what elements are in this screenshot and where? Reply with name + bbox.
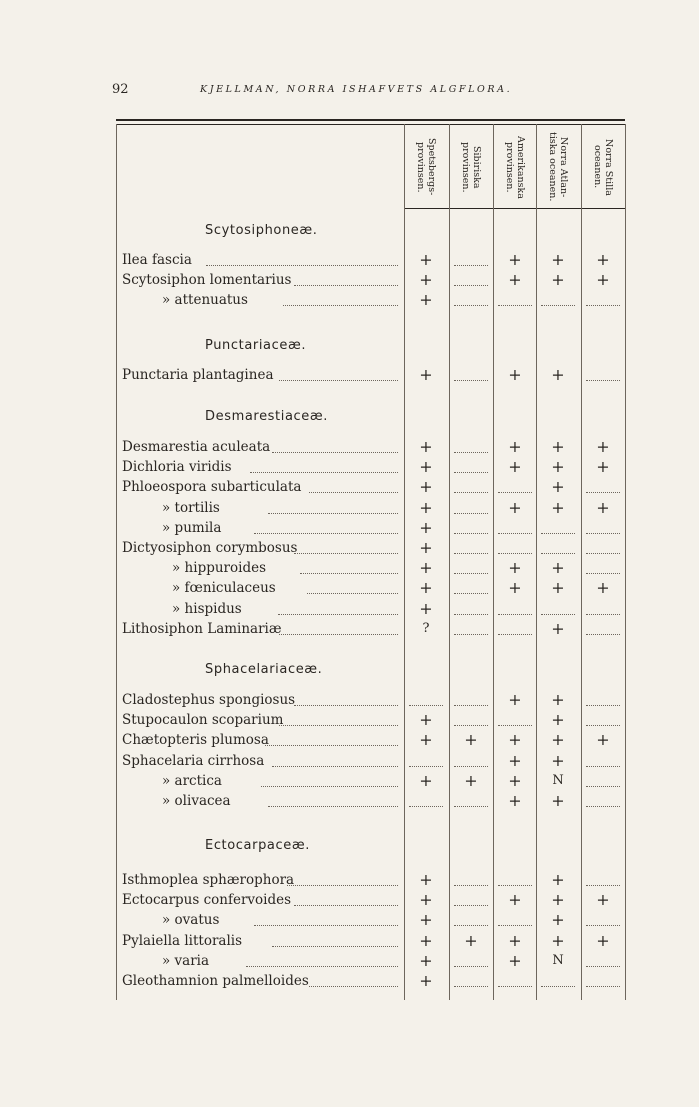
empty-cell-dots: [454, 806, 488, 807]
column-header: [405, 130, 447, 204]
occurrence-mark: +: [419, 558, 433, 578]
column-header: [537, 130, 579, 204]
occurrence-mark: +: [551, 437, 565, 456]
occurrence-mark: +: [508, 890, 522, 910]
species-name: » hippuroides: [172, 560, 266, 577]
table-row: [122, 710, 625, 730]
column-header-label: Norra Stilla oceanen.: [592, 138, 614, 196]
empty-cell-dots: [498, 986, 532, 987]
table-row: [122, 477, 625, 497]
empty-cell-dots: [454, 766, 488, 767]
leader-dots: [250, 472, 398, 473]
species-name: Chætopteris plumosa: [122, 732, 269, 749]
empty-cell-dots: [586, 634, 620, 635]
occurrence-mark: +: [551, 890, 565, 910]
table-row: [122, 578, 625, 598]
empty-cell-dots: [586, 725, 620, 726]
occurrence-mark: +: [551, 457, 565, 477]
table-top-rule: [116, 119, 625, 121]
table-row: [122, 890, 625, 910]
leader-dots: [307, 593, 398, 594]
occurrence-mark: +: [551, 710, 565, 730]
occurrence-mark: +: [596, 890, 610, 910]
empty-cell-dots: [409, 705, 443, 706]
occurrence-mark: +: [419, 930, 433, 950]
table-row: [122, 250, 625, 270]
occurrence-mark: +: [419, 497, 433, 517]
leader-dots: [279, 634, 398, 635]
table-row: [122, 437, 625, 457]
occurrence-mark: +: [419, 457, 433, 477]
column-header-label: Sibiriska provinsen.: [460, 141, 482, 193]
table-row: [122, 599, 625, 619]
empty-cell-dots: [454, 452, 488, 453]
occurrence-mark: +: [508, 730, 522, 750]
empty-cell-dots: [498, 305, 532, 306]
column-header: [582, 130, 624, 204]
occurrence-mark: +: [419, 598, 433, 618]
family-heading: Punctariaceæ.: [205, 338, 307, 353]
empty-cell-dots: [454, 472, 488, 473]
leader-dots: [265, 745, 398, 746]
table-left-border: [116, 124, 117, 1000]
species-name: Sphacelaria cirrhosa: [122, 752, 265, 769]
occurrence-mark: +: [419, 250, 433, 269]
occurrence-mark: +: [551, 690, 565, 709]
table-row: [122, 290, 625, 310]
page-header: [0, 82, 699, 102]
occurrence-mark: N: [552, 772, 564, 788]
leader-dots: [294, 705, 398, 706]
column-header: [450, 130, 492, 204]
empty-cell-dots: [586, 614, 620, 615]
occurrence-mark: +: [464, 930, 478, 950]
empty-cell-dots: [498, 634, 532, 635]
empty-cell-dots: [409, 766, 443, 767]
page-number: 92: [112, 82, 129, 97]
occurrence-mark: +: [419, 578, 433, 598]
leader-dots: [294, 285, 398, 286]
species-name: » pumila: [162, 519, 222, 536]
empty-cell-dots: [586, 786, 620, 787]
occurrence-mark: +: [596, 497, 610, 517]
species-name: Scytosiphon lomentarius: [122, 272, 292, 289]
table-top-rule-thin: [116, 124, 625, 125]
occurrence-mark: +: [419, 971, 433, 990]
empty-cell-dots: [454, 492, 488, 493]
species-name: Cladostephus spongiosus: [122, 692, 296, 708]
occurrence-mark: +: [419, 437, 433, 456]
empty-cell-dots: [498, 533, 532, 534]
species-name: » varia: [162, 952, 210, 969]
occurrence-mark: +: [419, 950, 433, 970]
occurrence-mark: +: [419, 910, 433, 930]
table-row: [122, 538, 625, 558]
empty-cell-dots: [541, 986, 575, 987]
occurrence-mark: +: [508, 690, 522, 709]
species-name: Gleothamnion palmelloides: [122, 973, 309, 989]
occurrence-mark: +: [551, 270, 565, 290]
leader-dots: [268, 806, 398, 807]
empty-cell-dots: [454, 925, 488, 926]
occurrence-mark: +: [508, 558, 522, 578]
table-row: [122, 791, 625, 811]
table-row: [122, 457, 625, 477]
species-name: Dichloria viridis: [122, 459, 232, 476]
table-row: [122, 910, 625, 930]
occurrence-mark: +: [551, 730, 565, 750]
leader-dots: [261, 786, 398, 787]
leader-dots: [294, 905, 398, 906]
empty-cell-dots: [454, 573, 488, 574]
empty-cell-dots: [454, 265, 488, 266]
column-header-label: Spetsbergs- provinsen.: [415, 138, 437, 196]
empty-cell-dots: [454, 553, 488, 554]
occurrence-mark: +: [551, 477, 565, 497]
occurrence-mark: +: [419, 517, 433, 537]
empty-cell-dots: [454, 986, 488, 987]
species-name: » tortilis: [162, 499, 220, 516]
occurrence-mark: +: [508, 497, 522, 517]
empty-cell-dots: [498, 614, 532, 615]
empty-cell-dots: [454, 966, 488, 967]
table-row: [122, 751, 625, 771]
leader-dots: [246, 966, 398, 967]
empty-cell-dots: [541, 305, 575, 306]
column-header: [494, 130, 536, 204]
occurrence-mark: +: [551, 750, 565, 770]
table-row: [122, 951, 625, 971]
empty-cell-dots: [586, 766, 620, 767]
occurrence-mark: ?: [422, 620, 430, 636]
empty-cell-dots: [454, 533, 488, 534]
occurrence-mark: +: [596, 270, 610, 290]
empty-cell-dots: [454, 905, 488, 906]
occurrence-mark: +: [551, 250, 565, 269]
occurrence-mark: +: [508, 250, 522, 269]
species-name: Punctaria plantaginea: [122, 367, 274, 383]
empty-cell-dots: [586, 925, 620, 926]
column-header-label: Norra Atlan- tiska oceanen.: [547, 132, 569, 202]
occurrence-mark: +: [508, 770, 522, 790]
leader-dots: [254, 533, 398, 534]
species-name: Dictyosiphon corymbosus: [122, 540, 298, 556]
table-row: [122, 518, 625, 538]
table-row: [122, 365, 625, 385]
family-heading: Ectocarpaceæ.: [205, 838, 310, 853]
table-row: [122, 730, 625, 750]
empty-cell-dots: [541, 553, 575, 554]
empty-cell-dots: [586, 380, 620, 381]
occurrence-mark: +: [551, 910, 565, 930]
occurrence-mark: +: [419, 270, 433, 290]
empty-cell-dots: [586, 966, 620, 967]
occurrence-mark: +: [508, 950, 522, 970]
table-row: [122, 690, 625, 710]
occurrence-mark: +: [464, 730, 478, 750]
occurrence-mark: +: [508, 578, 522, 598]
species-name: Ectocarpus confervoides: [122, 892, 292, 909]
empty-cell-dots: [454, 885, 488, 886]
leader-dots: [279, 725, 398, 726]
occurrence-mark: +: [419, 477, 433, 497]
occurrence-mark: +: [508, 930, 522, 950]
leader-dots: [272, 946, 398, 947]
occurrence-mark: +: [551, 365, 565, 384]
table-row: [122, 619, 625, 639]
species-name: Lithosiphon Laminariæ: [122, 620, 282, 637]
column-divider: [625, 124, 626, 1000]
occurrence-mark: +: [419, 890, 433, 910]
occurrence-mark: +: [551, 558, 565, 578]
occurrence-mark: +: [508, 457, 522, 477]
occurrence-mark: +: [551, 870, 565, 889]
occurrence-mark: +: [419, 730, 433, 750]
table-row: [122, 771, 625, 791]
family-heading: Sphacelariaceæ.: [205, 662, 323, 677]
occurrence-mark: +: [508, 365, 522, 384]
leader-dots: [206, 265, 398, 266]
table-row: [122, 971, 625, 991]
empty-cell-dots: [454, 593, 488, 594]
occurrence-mark: +: [508, 791, 522, 810]
occurrence-mark: +: [596, 730, 610, 750]
occurrence-mark: +: [596, 437, 610, 456]
leader-dots: [294, 553, 398, 554]
occurrence-mark: +: [596, 250, 610, 269]
occurrence-mark: +: [419, 538, 433, 557]
empty-cell-dots: [498, 553, 532, 554]
empty-cell-dots: [454, 285, 488, 286]
occurrence-mark: +: [419, 770, 433, 790]
empty-cell-dots: [586, 806, 620, 807]
empty-cell-dots: [586, 573, 620, 574]
occurrence-mark: +: [596, 930, 610, 950]
table-row: [122, 270, 625, 290]
species-name: » fœniculaceus: [172, 580, 276, 597]
occurrence-mark: +: [508, 750, 522, 770]
species-name: Stupocaulon scoparium: [122, 712, 284, 729]
empty-cell-dots: [498, 725, 532, 726]
leader-dots: [279, 380, 398, 381]
species-name: » attenuatus: [162, 292, 248, 309]
occurrence-mark: +: [419, 710, 433, 730]
species-name: » hispidus: [172, 600, 242, 617]
table-row: [122, 931, 625, 951]
leader-dots: [272, 452, 398, 453]
species-name: Phloeospora subarticulata: [122, 479, 302, 496]
empty-cell-dots: [586, 492, 620, 493]
species-name: Pylaiella littoralis: [122, 932, 243, 949]
empty-cell-dots: [586, 705, 620, 706]
empty-cell-dots: [498, 885, 532, 886]
running-title: KJELLMAN, NORRA ISHAFVETS ALGFLORA.: [200, 84, 513, 95]
occurrence-mark: +: [508, 437, 522, 456]
empty-cell-dots: [454, 705, 488, 706]
header-bottom-rule: [404, 208, 625, 209]
empty-cell-dots: [586, 533, 620, 534]
occurrence-mark: +: [551, 930, 565, 950]
leader-dots: [287, 885, 398, 886]
occurrence-mark: +: [464, 770, 478, 790]
leader-dots: [309, 986, 399, 987]
empty-cell-dots: [409, 806, 443, 807]
leader-dots: [268, 513, 398, 514]
species-name: » ovatus: [162, 912, 220, 929]
species-name: Ilea fascia: [122, 252, 192, 268]
empty-cell-dots: [454, 513, 488, 514]
occurrence-mark: +: [596, 457, 610, 477]
leader-dots: [300, 573, 398, 574]
occurrence-mark: +: [551, 497, 565, 517]
empty-cell-dots: [541, 614, 575, 615]
empty-cell-dots: [454, 725, 488, 726]
occurrence-mark: +: [508, 270, 522, 290]
species-name: » olivacea: [162, 793, 231, 809]
table-row: [122, 870, 625, 890]
family-heading: Scytosiphoneæ.: [205, 223, 318, 238]
leader-dots: [272, 766, 398, 767]
family-heading: Desmarestiaceæ.: [205, 409, 328, 424]
table-row: [122, 558, 625, 578]
empty-cell-dots: [498, 492, 532, 493]
leader-dots: [278, 614, 398, 615]
leader-dots: [283, 305, 398, 306]
empty-cell-dots: [454, 305, 488, 306]
table-row: [122, 498, 625, 518]
occurrence-mark: N: [552, 952, 564, 968]
empty-cell-dots: [541, 533, 575, 534]
empty-cell-dots: [586, 305, 620, 306]
occurrence-mark: +: [419, 870, 433, 889]
occurrence-mark: +: [419, 290, 433, 310]
empty-cell-dots: [586, 553, 620, 554]
empty-cell-dots: [586, 986, 620, 987]
leader-dots: [254, 925, 398, 926]
species-name: Isthmoplea sphærophora: [122, 872, 295, 888]
occurrence-mark: +: [551, 578, 565, 598]
occurrence-mark: +: [596, 578, 610, 598]
species-name: » arctica: [162, 772, 222, 789]
column-header-label: Amerikanska provinsen.: [504, 135, 526, 199]
empty-cell-dots: [498, 925, 532, 926]
occurrence-mark: +: [551, 791, 565, 810]
species-name: Desmarestia aculeata: [122, 439, 271, 455]
empty-cell-dots: [454, 614, 488, 615]
leader-dots: [309, 492, 399, 493]
empty-cell-dots: [454, 634, 488, 635]
empty-cell-dots: [454, 380, 488, 381]
occurrence-mark: +: [551, 618, 565, 638]
empty-cell-dots: [586, 885, 620, 886]
occurrence-mark: +: [419, 365, 433, 384]
